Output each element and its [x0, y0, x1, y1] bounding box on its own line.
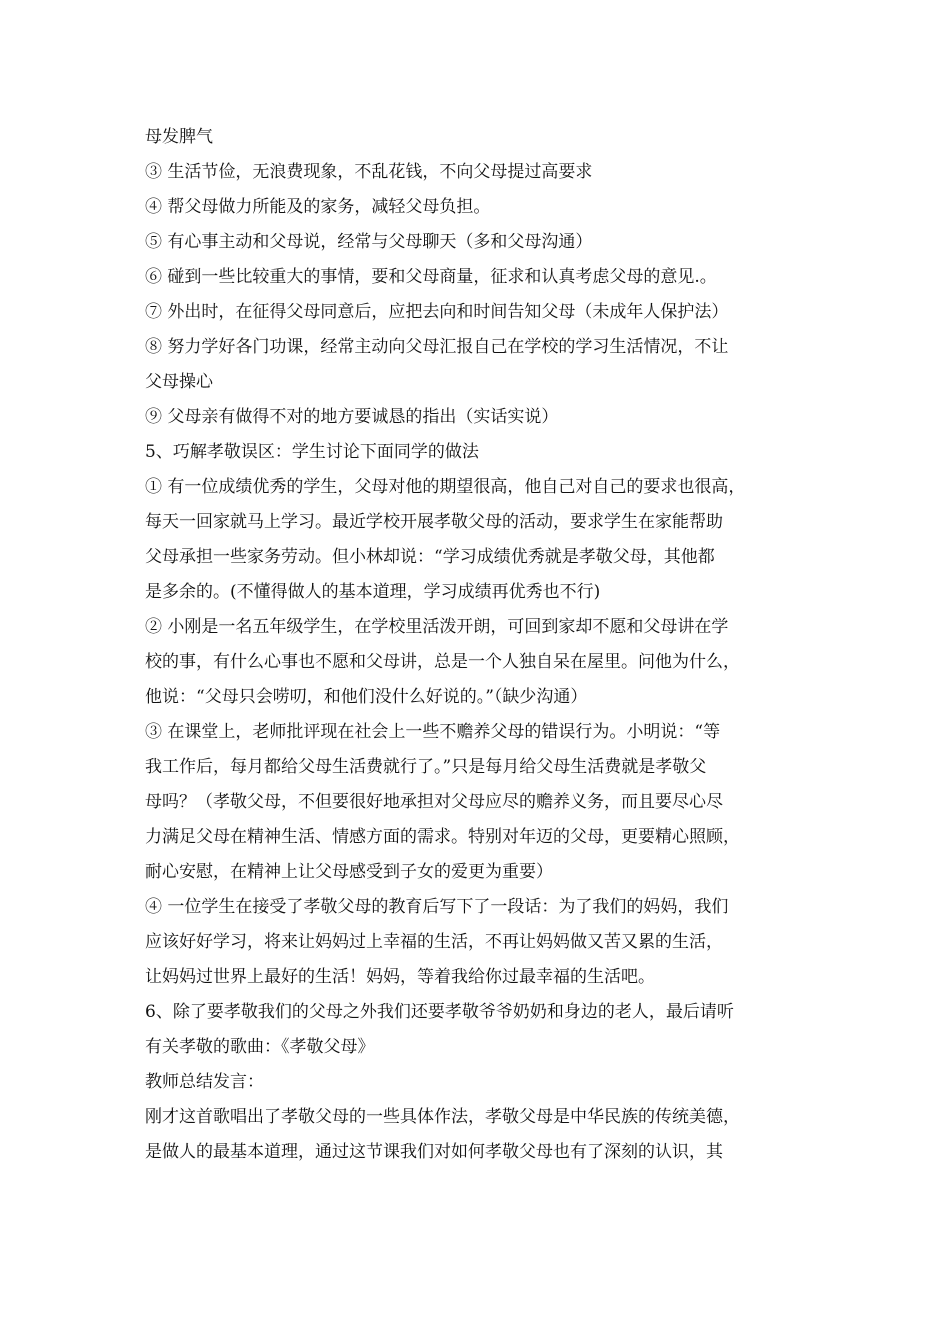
- section-heading: 5、巧解孝敬误区：学生讨论下面同学的做法: [145, 442, 479, 462]
- text-line: 校的事，有什么心事也不愿和父母讲，总是一个人独自呆在屋里。问他为什么，: [145, 652, 740, 672]
- section-heading: 6、除了要孝敬我们的父母之外我们还要孝敬爷爷奶奶和身边的老人，最后请听: [145, 1002, 734, 1022]
- text-line: 耐心安慰，在精神上让父母感受到子女的爱更为重要）: [145, 862, 553, 882]
- text-line: 我工作后，每月都给父母生活费就行了。”只是每月给父母生活费就是孝敬父: [145, 757, 707, 777]
- text-line: 应该好好学习，将来让妈妈过上幸福的生活，不再让妈妈做又苦又累的生活，: [145, 932, 723, 952]
- text-line: 是多余的。(不懂得做人的基本道理，学习成绩再优秀也不行): [145, 582, 601, 602]
- text-line: 父母操心: [145, 372, 213, 392]
- text-line: 教师总结发言：: [145, 1072, 264, 1092]
- text-line: ⑦ 外出时，在征得父母同意后，应把去向和时间告知父母（未成年人保护法）: [145, 302, 729, 322]
- text-line: 每天一回家就马上学习。最近学校开展孝敬父母的活动，要求学生在家能帮助: [145, 512, 723, 532]
- document-body: [145, 120, 825, 1170]
- text-line: ③ 在课堂上，老师批评现在社会上一些不赡养父母的错误行为。小明说：“等: [145, 722, 721, 742]
- text-line: 让妈妈过世界上最好的生活！妈妈，等着我给你过最幸福的生活吧。: [145, 967, 655, 987]
- text-line: ⑤ 有心事主动和父母说，经常与父母聊天（多和父母沟通）: [145, 232, 593, 252]
- text-line: 母吗？（孝敬父母，不但要很好地承担对父母应尽的赡养义务，而且要尽心尽: [145, 792, 723, 812]
- text-line: ③ 生活节俭，无浪费现象，不乱花钱，不向父母提过高要求: [145, 162, 593, 182]
- text-line: ④ 帮父母做力所能及的家务，减轻父母负担。: [145, 197, 491, 217]
- text-line: 有关孝敬的歌曲：《孝敬父母》: [145, 1037, 375, 1057]
- text-line: ④ 一位学生在接受了孝敬父母的教育后写下了一段话：为了我们的妈妈，我们: [145, 897, 729, 917]
- text-line: ⑨ 父母亲有做得不对的地方要诚恳的指出（实话实说）: [145, 407, 559, 427]
- text-line: 是做人的最基本道理，通过这节课我们对如何孝敬父母也有了深刻的认识，其: [145, 1142, 723, 1162]
- text-line: ⑧ 努力学好各门功课，经常主动向父母汇报自己在学校的学习生活情况，不让: [145, 337, 729, 357]
- text-line: ⑥ 碰到一些比较重大的事情，要和父母商量，征求和认真考虑父母的意见.。: [145, 267, 717, 287]
- text-line: 力满足父母在精神生活、情感方面的需求。特别对年迈的父母，更要精心照顾，: [145, 827, 740, 847]
- text-line: ② 小刚是一名五年级学生，在学校里活泼开朗，可回到家却不愿和父母讲在学: [145, 617, 729, 637]
- text-line: 他说：“父母只会唠叨，和他们没什么好说的。”（缺少沟通）: [145, 687, 588, 707]
- text-line: 母发脾气: [145, 127, 213, 147]
- text-line: ① 有一位成绩优秀的学生，父母对他的期望很高，他自己对自己的要求也很高，: [145, 477, 746, 497]
- text-line: 刚才这首歌唱出了孝敬父母的一些具体作法，孝敬父母是中华民族的传统美德，: [145, 1107, 740, 1127]
- text-line: 父母承担一些家务劳动。但小林却说：“学习成绩优秀就是孝敬父母，其他都: [145, 547, 715, 567]
